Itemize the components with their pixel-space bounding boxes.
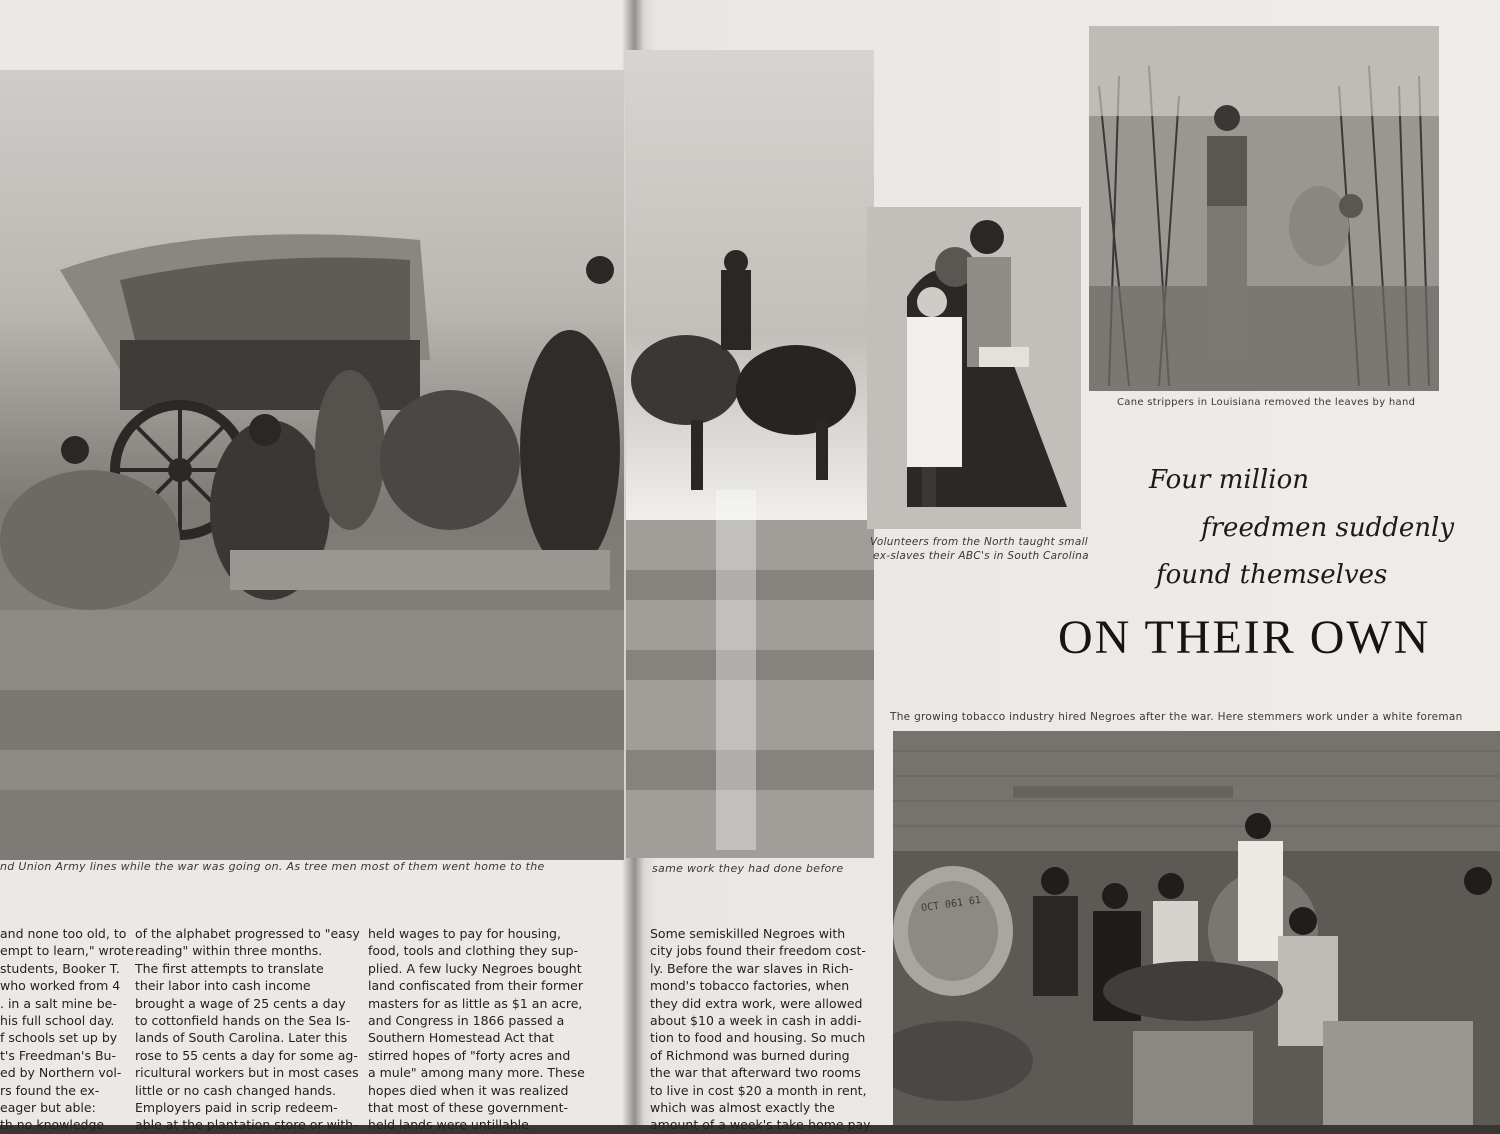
- col2-line: ricultural workers but in most cases: [135, 1065, 359, 1081]
- text-column-3: [368, 925, 592, 1134]
- col3-line: masters for as little as $1 an acre,: [368, 995, 583, 1011]
- col4-line: which was almost exactly the: [650, 1100, 835, 1116]
- col3-line: plied. A few lucky Negroes bought: [368, 960, 582, 976]
- col2-line: to cottonfield hands on the Sea Is-: [135, 1013, 351, 1029]
- col2-line: reading" within three months.: [135, 943, 323, 959]
- col4-line: the war that afterward two rooms: [650, 1065, 861, 1081]
- volunteers-photo: [867, 207, 1081, 529]
- col1-line: t's Freedman's Bu-: [0, 1047, 116, 1063]
- text-column-4: [650, 925, 875, 1134]
- col1-line: eager but able:: [0, 1100, 96, 1116]
- wagon-photo-right: [626, 50, 874, 858]
- caption-cane: Cane strippers in Louisiana removed the leaves by hand: [1117, 397, 1416, 408]
- col4-line: amount of a week's take-home pay: [650, 1117, 871, 1133]
- col4-line: ly. Before the war slaves in Rich-: [650, 960, 854, 976]
- headline-line-1: Four million: [1149, 465, 1310, 495]
- col4-line: about $10 a week in cash in addi-: [650, 1013, 862, 1029]
- col1-line: f schools set up by: [0, 1030, 118, 1046]
- col4-line: they did extra work, were allowed: [650, 995, 863, 1011]
- col1-line: who worked from 4: [0, 978, 121, 994]
- col1-line: th no knowledge: [0, 1117, 105, 1133]
- cane-strippers-photo: [1089, 26, 1439, 391]
- col3-line: food, tools and clothing they sup-: [368, 943, 579, 959]
- col3-line: land confiscated from their former: [368, 978, 583, 994]
- headline-line-3: found themselves: [1156, 560, 1388, 590]
- col4-line: to live in cost $20 a month in rent,: [650, 1082, 867, 1098]
- headline-title: ON THEIR OWN: [1058, 611, 1431, 664]
- col2-line: little or no cash changed hands.: [135, 1082, 336, 1098]
- caption-wagon-right: same work they had done before: [652, 862, 844, 875]
- col2-line: brought a wage of 25 cents a day: [135, 995, 346, 1011]
- col3-line: held wages to pay for housing,: [368, 926, 561, 941]
- col1-line: his full school day.: [0, 1013, 115, 1029]
- caption-volunteers-2: ex-slaves their ABC's in South Carolina: [873, 550, 1089, 562]
- col2-line: rose to 55 cents a day for some ag-: [135, 1047, 358, 1063]
- col2-line: The first attempts to translate: [135, 960, 324, 976]
- col2-line: of the alphabet progressed to "easy: [135, 926, 360, 941]
- col2-line: lands of South Carolina. Later this: [135, 1030, 348, 1046]
- tobacco-stemmers-photo: [893, 731, 1500, 1125]
- col4-line: of Richmond was burned during: [650, 1047, 850, 1063]
- col3-line: a mule" among many more. These: [368, 1065, 585, 1081]
- col2-line: Employers paid in scrip redeem-: [135, 1100, 338, 1116]
- col1-line: students, Booker T.: [0, 960, 120, 976]
- col4-line: tion to food and housing. So much: [650, 1030, 866, 1046]
- col2-line: their labor into cash income: [135, 978, 311, 994]
- col1-line: and none too old, to: [0, 926, 127, 941]
- caption-volunteers-1: Volunteers from the North taught small: [870, 536, 1089, 548]
- col3-line: held lands were untillable.: [368, 1117, 533, 1133]
- col3-line: that most of these government-: [368, 1100, 568, 1116]
- col3-line: and Congress in 1866 passed a: [368, 1013, 565, 1029]
- wagon-photo-left: [0, 70, 624, 860]
- col4-line: mond's tobacco factories, when: [650, 978, 850, 994]
- col1-line: rs found the ex-: [0, 1082, 100, 1098]
- text-column-2: [135, 925, 360, 1134]
- col3-line: Southern Homestead Act that: [368, 1030, 554, 1046]
- text-column-1: [0, 925, 134, 1134]
- headline-line-2: freedmen suddenly: [1201, 513, 1455, 543]
- caption-wagon-left: nd Union Army lines while the war was going on. As tree men most of them went home to the: [0, 860, 545, 873]
- caption-tobacco: The growing tobacco industry hired Negroes after the war. Here stemmers work under a white foreman: [890, 711, 1463, 723]
- col3-line: hopes died when it was realized: [368, 1082, 569, 1098]
- col1-line: . in a salt mine be-: [0, 995, 117, 1011]
- col2-line: able at the plantation store or with-: [135, 1117, 358, 1133]
- col4-line: Some semiskilled Negroes with: [650, 926, 846, 941]
- col1-line: ed by Northern vol-: [0, 1065, 122, 1081]
- col4-line: city jobs found their freedom cost-: [650, 943, 866, 959]
- col1-line: empt to learn," wrote: [0, 943, 134, 959]
- col3-line: stirred hopes of "forty acres and: [368, 1047, 571, 1063]
- barrel-stencil: OCT 061 61: [920, 894, 982, 915]
